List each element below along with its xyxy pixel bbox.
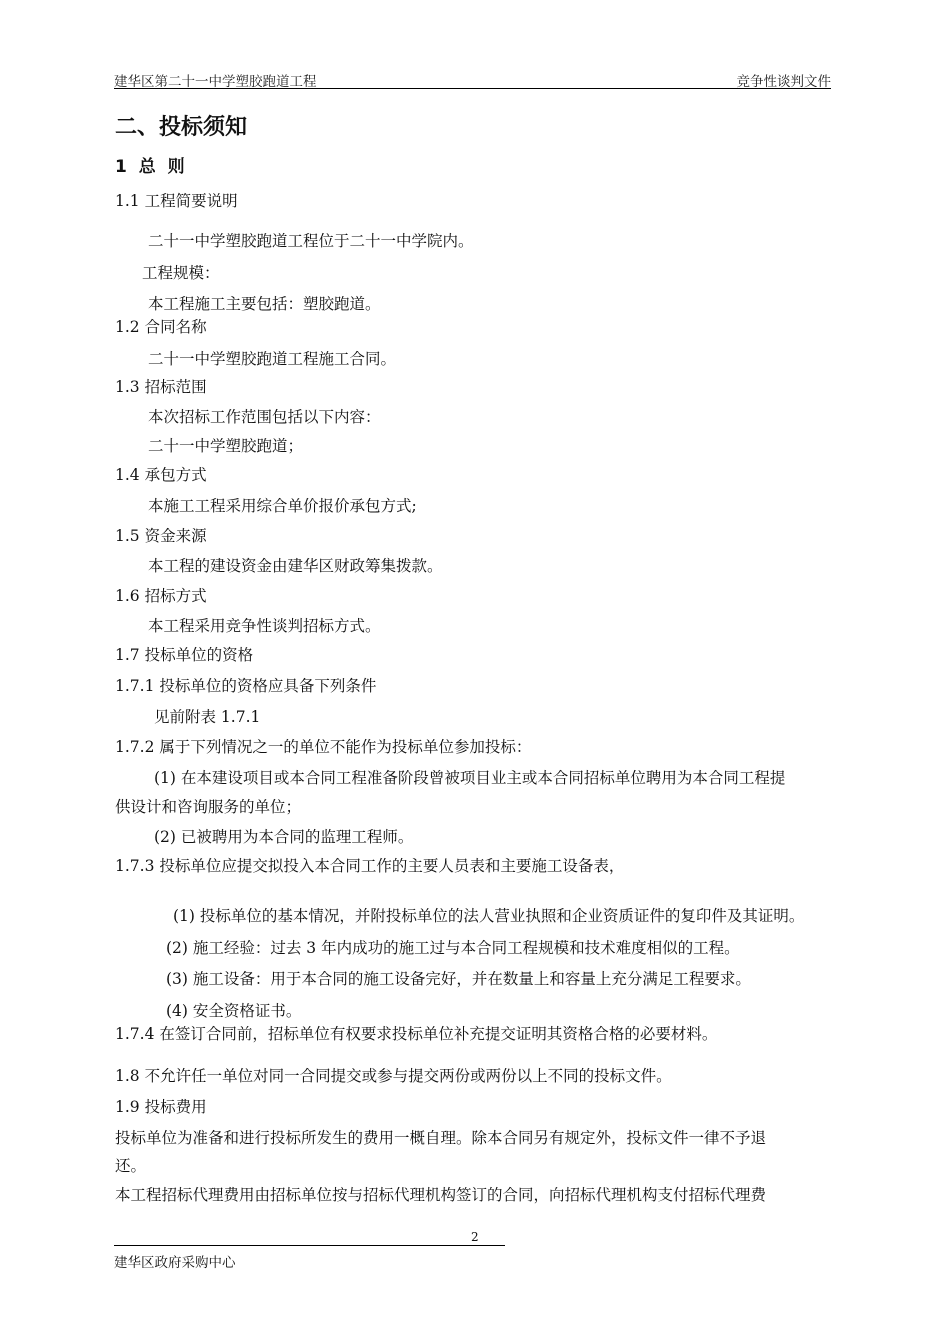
paragraph: 工程规模： (142, 264, 220, 282)
list-item-continuation: 供设计和咨询服务的单位； (115, 798, 302, 816)
subsection-1-2: 1.2 合同名称 (115, 318, 207, 336)
paragraph: 二十一中学塑胶跑道工程位于二十一中学院内。 (148, 232, 474, 250)
paragraph: 本工程采用竞争性谈判招标方式。 (148, 617, 381, 635)
list-item: (4) 安全资格证书。 (166, 1002, 302, 1020)
list-item: (1) 在本建设项目或本合同工程准备阶段曾被项目业主或本合同招标单位聘用为本合同工程提 (154, 769, 786, 787)
paragraph: 见前附表 1.7.1 (154, 708, 261, 726)
subsection-1-5: 1.5 资金来源 (115, 527, 207, 545)
header-right: 竞争性谈判文件 (736, 74, 831, 90)
footer-rule (114, 1245, 505, 1246)
paragraph: 本工程招标代理费用由招标单位按与招标代理机构签订的合同，向招标代理机构支付招标代理费 (115, 1186, 767, 1204)
subsection-1-7-1: 1.7.1 投标单位的资格应具备下列条件 (115, 677, 377, 695)
list-item: (2) 已被聘用为本合同的监理工程师。 (154, 828, 414, 846)
paragraph: 本次招标工作范围包括以下内容： (148, 408, 381, 426)
subsection-1-7-3: 1.7.3 投标单位应提交拟投入本合同工作的主要人员表和主要施工设备表， (115, 857, 625, 875)
subsection-1-3: 1.3 招标范围 (115, 378, 207, 396)
page-number: 2 (471, 1230, 479, 1244)
paragraph: 二十一中学塑胶跑道工程施工合同。 (148, 350, 397, 368)
subsection-1-7: 1.7 投标单位的资格 (115, 646, 254, 664)
section-heading: 1 总 则 (115, 157, 188, 177)
subsection-1-6: 1.6 招标方式 (115, 587, 207, 605)
list-item: (1) 投标单位的基本情况，并附投标单位的法人营业执照和企业资质证件的复印件及其证明。 (173, 907, 805, 925)
paragraph-continuation: 还。 (115, 1157, 147, 1175)
footer-text: 建华区政府采购中心 (114, 1255, 236, 1271)
subsection-1-7-4: 1.7.4 在签订合同前，招标单位有权要求投标单位补充提交证明其资格合格的必要材料。 (115, 1025, 718, 1043)
subsection-1-4: 1.4 承包方式 (115, 466, 207, 484)
header-rule (114, 88, 831, 89)
paragraph: 本施工工程采用综合单价报价承包方式; (148, 497, 417, 515)
subsection-1-7-2: 1.7.2 属于下列情况之一的单位不能作为投标单位参加投标： (115, 738, 532, 756)
subsection-1-9: 1.9 投标费用 (115, 1098, 207, 1116)
header-left: 建华区第二十一中学塑胶跑道工程 (114, 74, 317, 90)
list-item: (3) 施工设备：用于本合同的施工设备完好，并在数量上和容量上充分满足工程要求。 (166, 970, 751, 988)
paragraph: 本工程的建设资金由建华区财政筹集拨款。 (148, 557, 443, 575)
subsection-1-8: 1.8 不允许任一单位对同一合同提交或参与提交两份或两份以上不同的投标文件。 (115, 1067, 672, 1085)
paragraph: 投标单位为准备和进行投标所发生的费用一概自理。除本合同另有规定外，投标文件一律不予退 (115, 1129, 767, 1147)
paragraph: 二十一中学塑胶跑道； (148, 437, 304, 455)
subsection-1-1: 1.1 工程简要说明 (115, 192, 238, 210)
list-item: (2) 施工经验：过去 3 年内成功的施工过与本合同工程规模和技术难度相似的工程。 (166, 939, 740, 957)
paragraph: 本工程施工主要包括：塑胶跑道。 (148, 295, 381, 313)
page-title: 二、投标须知 (115, 115, 248, 140)
